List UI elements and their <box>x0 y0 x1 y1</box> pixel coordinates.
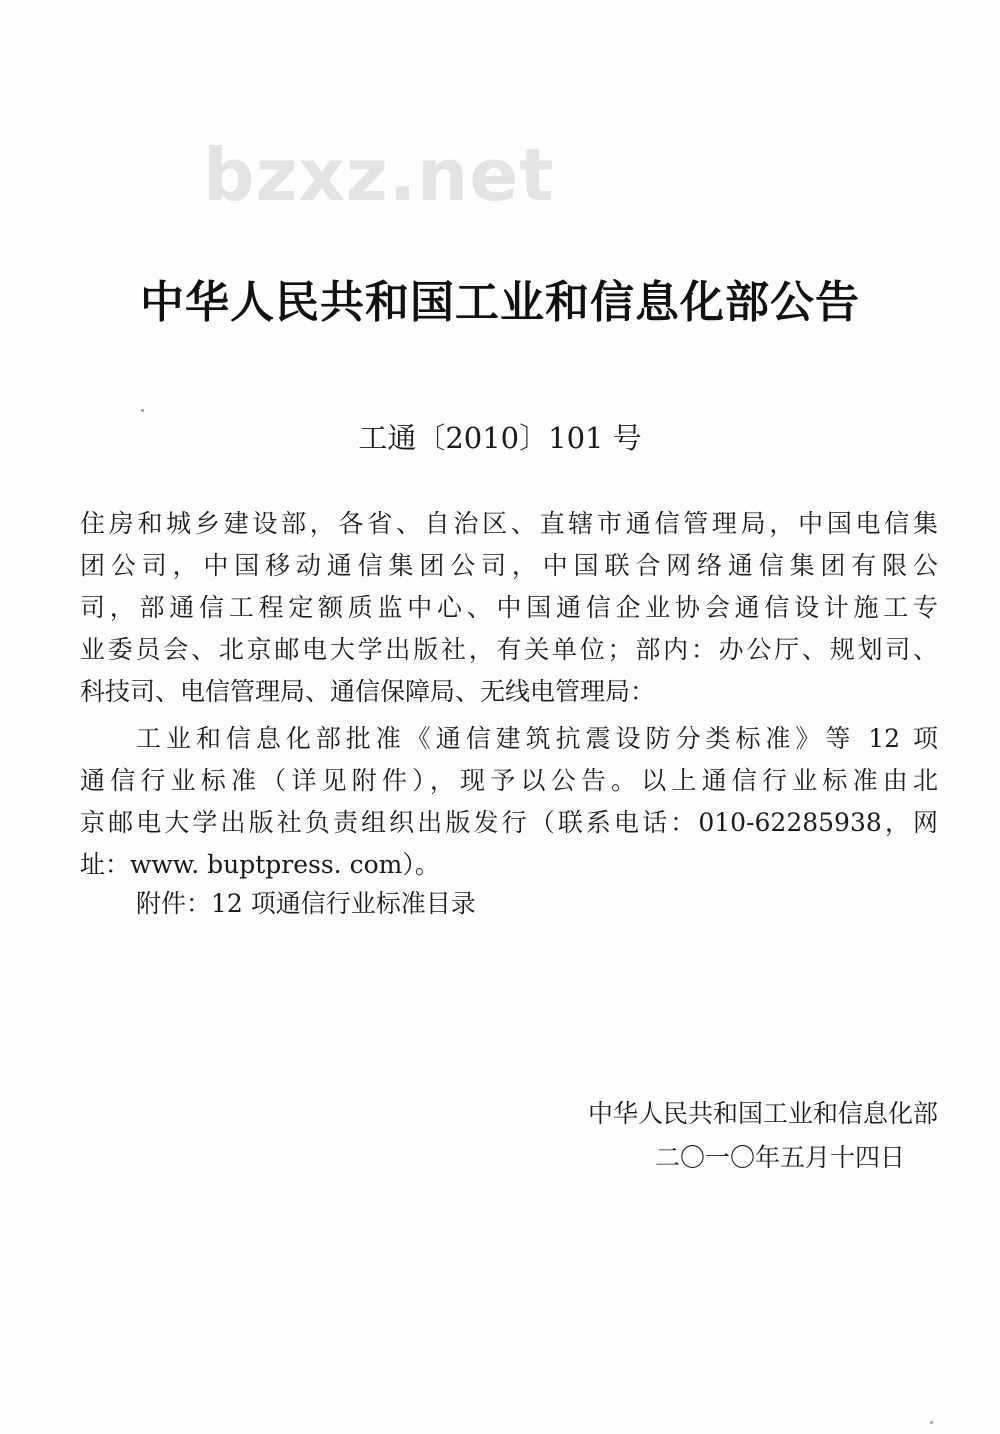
scan-speck <box>141 409 144 412</box>
signature-organization: 中华人民共和国工业和信息化部 <box>587 1099 938 1128</box>
body-line: 工业和信息化部批准《通信建筑抗震设防分类标准》等 12 项 <box>136 724 938 753</box>
addressees-line: 住房和城乡建设部，各省、自治区、直辖市通信管理局，中国电信集 <box>80 509 938 538</box>
addressees-line: 团公司，中国移动通信集团公司，中国联合网络通信集团有限公 <box>80 551 938 580</box>
body-line: 址：www. buptpress. com）。 <box>80 850 440 879</box>
body-paragraph <box>80 718 938 886</box>
watermark: bzxz.net <box>203 133 555 217</box>
addressees-line: 科技司、电信管理局、通信保障局、无线电管理局： <box>80 677 656 706</box>
addressees-paragraph <box>80 503 938 713</box>
announcement-title: 中华人民共和国工业和信息化部公告 <box>140 277 860 328</box>
document-number: 工通〔2010〕101 号 <box>358 421 642 455</box>
addressees-line: 业委员会、北京邮电大学出版社，有关单位；部内：办公厅、规划司、 <box>80 635 938 664</box>
body-line: 京邮电大学出版社负责组织出版发行（联系电话：010-62285938，网 <box>80 808 938 837</box>
signature-date: 二〇一〇年五月十四日 <box>654 1143 905 1172</box>
attachment-note: 附件：12 项通信行业标准目录 <box>136 889 476 918</box>
addressees-line: 司，部通信工程定额质监中心、中国通信企业协会通信设计施工专 <box>80 593 938 622</box>
scan-speck <box>930 1421 933 1424</box>
body-line: 通信行业标准（详见附件），现予以公告。以上通信行业标准由北 <box>80 766 938 795</box>
